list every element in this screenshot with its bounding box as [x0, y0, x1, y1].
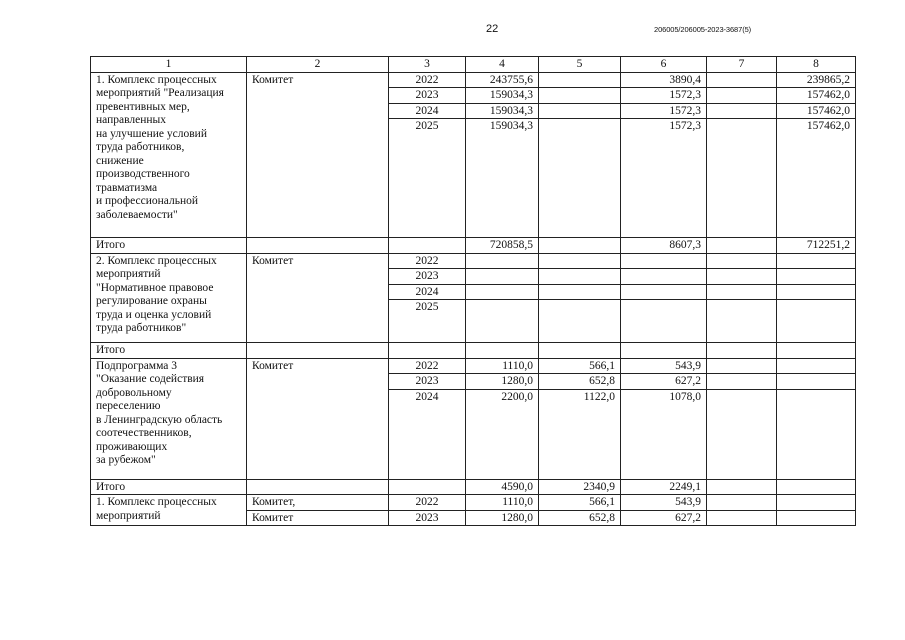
table-row	[91, 358, 856, 374]
total-value: 2249,1	[621, 479, 707, 495]
total-row	[91, 479, 856, 495]
value-cell	[707, 358, 777, 374]
value-cell	[466, 300, 539, 343]
value-cell	[466, 253, 539, 269]
total-value: 712251,2	[777, 238, 856, 254]
value-cell: 1078,0	[621, 389, 707, 479]
value-cell	[621, 253, 707, 269]
header-col-4: 4	[466, 57, 539, 73]
year-cell: 2023	[389, 510, 466, 526]
value-cell	[466, 269, 539, 285]
total-row	[91, 343, 856, 359]
year-cell: 2024	[389, 103, 466, 119]
value-cell	[707, 284, 777, 300]
year-cell: 2023	[389, 88, 466, 104]
responsible: Комитет,	[247, 495, 389, 511]
total-value	[707, 479, 777, 495]
total-label: Итого	[91, 479, 247, 495]
total-value: 720858,5	[466, 238, 539, 254]
responsible: Комитет	[247, 358, 389, 479]
table-row	[91, 72, 856, 88]
value-cell: 1122,0	[539, 389, 621, 479]
header-col-5: 5	[539, 57, 621, 73]
value-cell: 1280,0	[466, 374, 539, 390]
budget-table	[90, 56, 856, 526]
value-cell	[539, 269, 621, 285]
value-cell: 157462,0	[777, 119, 856, 238]
value-cell: 243755,6	[466, 72, 539, 88]
year-cell: 2025	[389, 300, 466, 343]
program-name: 1. Комплекс процессных мероприятий "Реализация превентивных мер, направленных на улучшение условий труда работников, снижение производственного травматизма и профессиональной заболеваемости"	[91, 72, 247, 238]
value-cell	[777, 269, 856, 285]
empty-cell	[389, 343, 466, 359]
program-name: 1. Комплекс процессных мероприятий	[91, 495, 247, 526]
table-header-row	[91, 57, 856, 73]
value-cell	[777, 358, 856, 374]
year-cell: 2022	[389, 495, 466, 511]
value-cell: 543,9	[621, 495, 707, 511]
empty-cell	[247, 479, 389, 495]
value-cell	[539, 253, 621, 269]
value-cell: 652,8	[539, 510, 621, 526]
value-cell: 543,9	[621, 358, 707, 374]
year-cell: 2022	[389, 72, 466, 88]
value-cell: 157462,0	[777, 103, 856, 119]
value-cell	[539, 300, 621, 343]
value-cell	[707, 495, 777, 511]
empty-cell	[389, 238, 466, 254]
year-cell: 2025	[389, 119, 466, 238]
value-cell: 1572,3	[621, 103, 707, 119]
total-value	[777, 479, 856, 495]
table-row	[91, 253, 856, 269]
value-cell	[539, 103, 621, 119]
value-cell	[539, 72, 621, 88]
document-id: 206005/206005-2023-3687(5)	[654, 25, 752, 34]
value-cell	[777, 510, 856, 526]
header-col-7: 7	[707, 57, 777, 73]
header-col-2: 2	[247, 57, 389, 73]
value-cell	[621, 300, 707, 343]
value-cell: 239865,2	[777, 72, 856, 88]
value-cell: 159034,3	[466, 119, 539, 238]
page-number: 22	[486, 23, 499, 35]
value-cell	[777, 389, 856, 479]
value-cell: 2200,0	[466, 389, 539, 479]
year-cell: 2023	[389, 269, 466, 285]
value-cell: 566,1	[539, 358, 621, 374]
value-cell	[777, 374, 856, 390]
value-cell	[707, 389, 777, 479]
responsible: Комитет	[247, 72, 389, 238]
subprogram-name: Подпрограмма 3 "Оказание содействия добровольному переселению в Ленинградскую область соотечественников, проживающих за рубежом"	[91, 358, 247, 479]
header-col-3: 3	[389, 57, 466, 73]
year-cell: 2024	[389, 389, 466, 479]
value-cell: 157462,0	[777, 88, 856, 104]
value-cell: 627,2	[621, 374, 707, 390]
empty-cell	[247, 343, 389, 359]
value-cell: 3890,4	[621, 72, 707, 88]
total-value: 2340,9	[539, 479, 621, 495]
value-cell: 652,8	[539, 374, 621, 390]
total-value: 4590,0	[466, 479, 539, 495]
total-label: Итого	[91, 343, 247, 359]
value-cell	[707, 374, 777, 390]
header-col-1: 1	[91, 57, 247, 73]
value-cell	[777, 284, 856, 300]
year-cell: 2022	[389, 358, 466, 374]
value-cell	[707, 119, 777, 238]
responsible: Комитет	[247, 253, 389, 343]
value-cell	[621, 284, 707, 300]
year-cell: 2022	[389, 253, 466, 269]
value-cell	[707, 253, 777, 269]
empty-cell	[247, 238, 389, 254]
value-cell	[539, 119, 621, 238]
value-cell	[539, 284, 621, 300]
table-row	[91, 495, 856, 511]
program-name: 2. Комплекс процессных мероприятий "Нормативное правовое регулирование охраны труда и оценка условий труда работников"	[91, 253, 247, 343]
value-cell	[539, 88, 621, 104]
total-value	[707, 343, 777, 359]
value-cell	[707, 103, 777, 119]
year-cell: 2023	[389, 374, 466, 390]
value-cell	[707, 300, 777, 343]
value-cell: 1572,3	[621, 119, 707, 238]
value-cell	[777, 300, 856, 343]
total-value	[621, 343, 707, 359]
total-label: Итого	[91, 238, 247, 254]
total-value	[466, 343, 539, 359]
value-cell: 159034,3	[466, 88, 539, 104]
value-cell: 627,2	[621, 510, 707, 526]
value-cell	[777, 495, 856, 511]
value-cell	[466, 284, 539, 300]
total-value: 8607,3	[621, 238, 707, 254]
total-value	[777, 343, 856, 359]
value-cell	[707, 72, 777, 88]
total-value	[707, 238, 777, 254]
value-cell: 1280,0	[466, 510, 539, 526]
header-col-8: 8	[777, 57, 856, 73]
year-cell: 2024	[389, 284, 466, 300]
responsible: Комитет	[247, 510, 389, 526]
total-value	[539, 343, 621, 359]
value-cell	[777, 253, 856, 269]
total-value	[539, 238, 621, 254]
value-cell	[707, 510, 777, 526]
empty-cell	[389, 479, 466, 495]
value-cell: 1110,0	[466, 358, 539, 374]
value-cell	[707, 269, 777, 285]
value-cell: 1572,3	[621, 88, 707, 104]
header-col-6: 6	[621, 57, 707, 73]
value-cell: 159034,3	[466, 103, 539, 119]
value-cell: 566,1	[539, 495, 621, 511]
value-cell	[621, 269, 707, 285]
total-row	[91, 238, 856, 254]
value-cell: 1110,0	[466, 495, 539, 511]
value-cell	[707, 88, 777, 104]
